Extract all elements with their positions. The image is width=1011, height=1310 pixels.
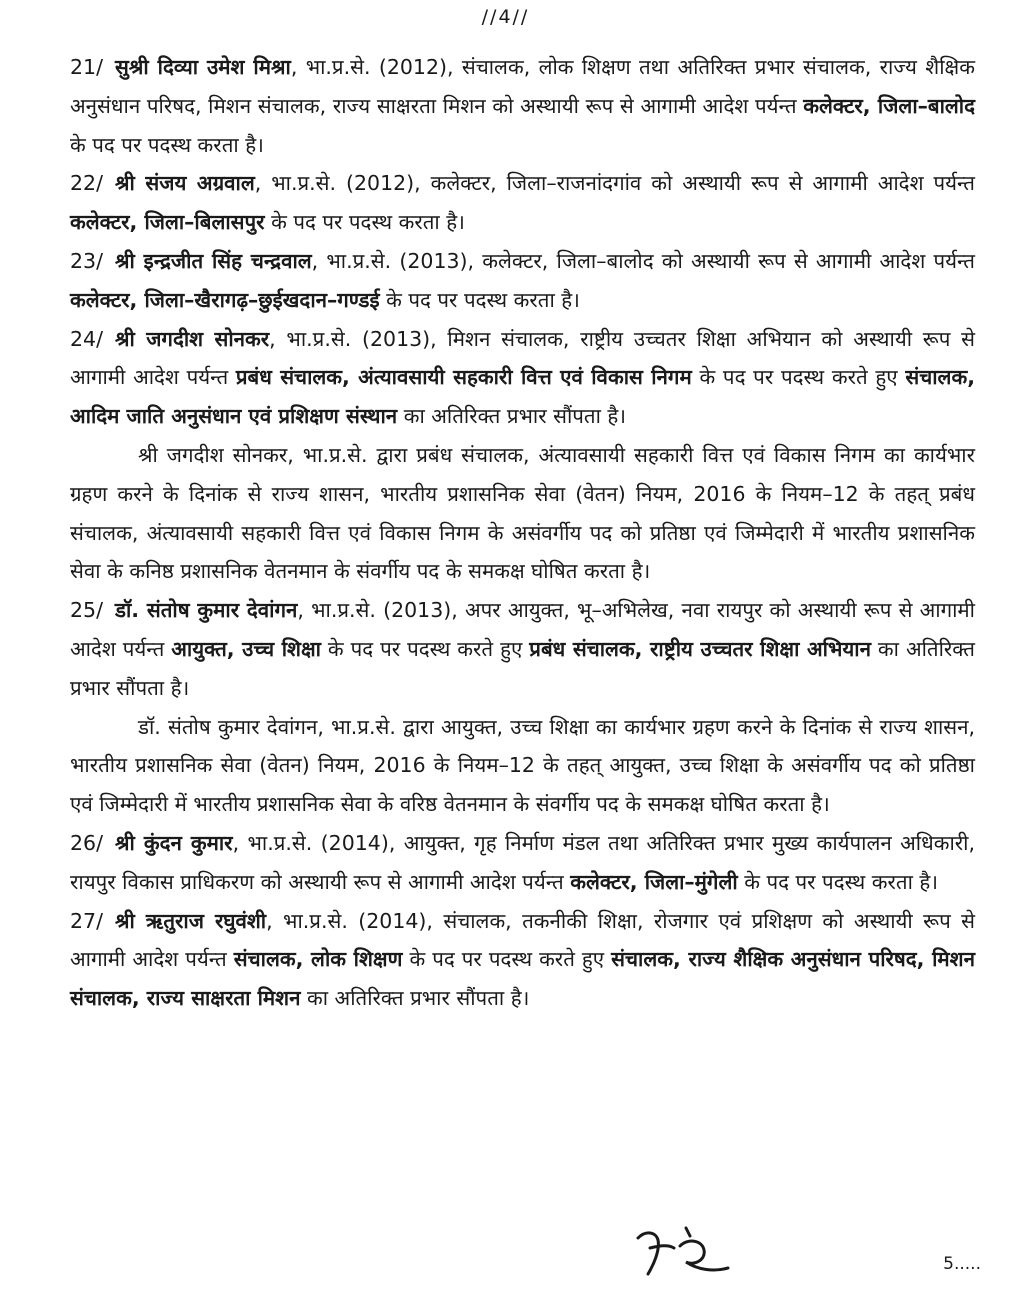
body-text: , भा.प्र.से. (2013), कलेक्टर, जिला–बालोद को अस्थायी रूप से आगामी आदेश पर्यन्त — [311, 248, 975, 273]
body-text: के पद पर पदस्थ करते हुए — [691, 365, 906, 390]
bold-text: संचालक, राज्य शैक्षिक अनुसंधान परिषद, मिशन संचालक, राज्य साक्षरता मिशन — [70, 947, 975, 1011]
order-item — [70, 591, 975, 707]
body-text: का अतिरिक्त प्रभार सौंपता है। — [397, 404, 627, 429]
order-note: श्री जगदीश सोनकर, भा.प्र.से. द्वारा प्रबंध संचालक, अंत्यावसायी सहकारी वित्त एवं विकास निगम का कार्यभार ग्रहण करने के दिनांक से राज्य शासन, भारतीय प्रशासनिक सेवा (वेतन) नियम, 2016 के नियम–12 के तहत् प्रबंध संचालक, अंत्यावसायी सहकारी वित्त एवं विकास निगम के असंवर्गीय पद को प्रतिष्ठा एवं जिम्मेदारी में भारतीय प्रशासनिक सेवा के कनिष्ठ प्रशासनिक वेतनमान के संवर्गीय पद के समकक्ष घोषित करता है। — [70, 442, 975, 584]
item-number: 21/ — [70, 55, 103, 79]
order-note: डॉ. संतोष कुमार देवांगन, भा.प्र.से. द्वारा आयुक्त, उच्च शिक्षा का कार्यभार ग्रहण करने के दिनांक से राज्य शासन, भारतीय प्रशासनिक सेवा (वेतन) नियम, 2016 के नियम–12 के तहत् आयुक्त, उच्च शिक्षा के असंवर्गीय पद को प्रतिष्ठा एवं जिम्मेदारी में भारतीय प्रशासनिक सेवा के वरिष्ठ वेतनमान के संवर्गीय पद के समकक्ष घोषित करता है। — [70, 714, 975, 817]
item-number: 25/ — [70, 598, 103, 623]
bold-text: कलेक्टर, जिला–मुंगेली — [570, 869, 738, 894]
body-text: का अतिरिक्त प्रभार सौंपता है। — [70, 636, 975, 700]
signature — [628, 1218, 758, 1288]
next-page-indicator: 5..... — [943, 1254, 981, 1274]
bold-text: संचालक, लोक शिक्षण — [233, 947, 403, 972]
bold-text: कलेक्टर, जिला–बिलासपुर — [70, 210, 265, 235]
order-item — [70, 48, 975, 164]
order-item — [70, 320, 975, 436]
bold-text: श्री जगदीश सोनकर — [115, 326, 270, 351]
order-item — [70, 164, 975, 242]
body-text: का अतिरिक्त प्रभार सौंपता है। — [300, 986, 530, 1011]
bold-text: कलेक्टर, जिला–खैरागढ़–छुईखदान–गण्डई — [70, 287, 380, 312]
body-text: के पद पर पदस्थ करते हुए — [320, 636, 530, 661]
order-item — [70, 902, 975, 1018]
order-content — [70, 48, 975, 1018]
bold-text: प्रबंध संचालक, अंत्यावसायी सहकारी वित्त एवं विकास निगम — [235, 365, 692, 390]
item-number: 24/ — [70, 326, 103, 351]
body-text: के पद पर पदस्थ करता है। — [70, 132, 264, 157]
bold-text: आयुक्त, उच्च शिक्षा — [171, 636, 321, 661]
body-text: , भा.प्र.से. (2014), आयुक्त, गृह निर्माण मंडल तथा अतिरिक्त प्रभार मुख्य कार्यपालन अधिकारी, रायपुर विकास प्राधिकरण को अस्थायी रूप से आगामी आदेश पर्यन्त — [70, 830, 975, 894]
item-number: 22/ — [70, 171, 103, 196]
bold-text: श्री संजय अग्रवाल — [115, 171, 255, 196]
body-text: , भा.प्र.से. (2013), मिशन संचालक, राष्ट्रीय उच्चतर शिक्षा अभियान को अस्थायी रूप से आगामी आदेश पर्यन्त — [70, 326, 975, 390]
item-number: 27/ — [70, 908, 103, 933]
order-item — [70, 242, 975, 320]
body-text: , भा.प्र.से. (2014), संचालक, तकनीकी शिक्षा, रोजगार एवं प्रशिक्षण को अस्थायी रूप से आगामी आदेश पर्यन्त — [70, 908, 975, 972]
item-number: 23/ — [70, 248, 103, 273]
bold-text: कलेक्टर, जिला–बालोद — [803, 93, 975, 118]
bold-text: श्री कुंदन कुमार — [115, 830, 233, 855]
body-text: , भा.प्र.से. (2012), कलेक्टर, जिला–राजनांदगांव को अस्थायी रूप से आगामी आदेश पर्यन्त — [254, 171, 975, 196]
body-text: के पद पर पदस्थ करता है। — [737, 869, 939, 894]
body-text: के पद पर पदस्थ करते हुए — [402, 947, 612, 972]
bold-text: डॉ. संतोष कुमार देवांगन — [115, 598, 298, 623]
body-text: , भा.प्र.से. (2012), संचालक, लोक शिक्षण तथा अतिरिक्त प्रभार संचालक, राज्य शैक्षिक अनुसंधान परिषद, मिशन संचालक, राज्य साक्षरता मिशन को अस्थायी रूप से आगामी आदेश पर्यन्त — [70, 55, 975, 118]
body-text: , भा.प्र.से. (2013), अपर आयुक्त, भू–अभिलेख, नवा रायपुर को अस्थायी रूप से आगामी आदेश पर्यन्त — [70, 598, 975, 661]
bold-text: सुश्री दिव्या उमेश मिश्रा — [115, 55, 291, 79]
bold-text: श्री ऋतुराज रघुवंशी — [115, 908, 267, 933]
bold-text: प्रबंध संचालक, राष्ट्रीय उच्चतर शिक्षा अभियान — [529, 636, 871, 661]
bold-text: श्री इन्द्रजीत सिंह चन्द्रवाल — [115, 248, 312, 273]
body-text: के पद पर पदस्थ करता है। — [379, 287, 580, 312]
item-number: 26/ — [70, 830, 103, 855]
bold-text: संचालक, आदिम जाति अनुसंधान एवं प्रशिक्षण संस्थान — [70, 365, 975, 429]
body-text: के पद पर पदस्थ करता है। — [264, 210, 465, 235]
order-item — [70, 824, 975, 902]
page-number: //4// — [481, 6, 530, 28]
